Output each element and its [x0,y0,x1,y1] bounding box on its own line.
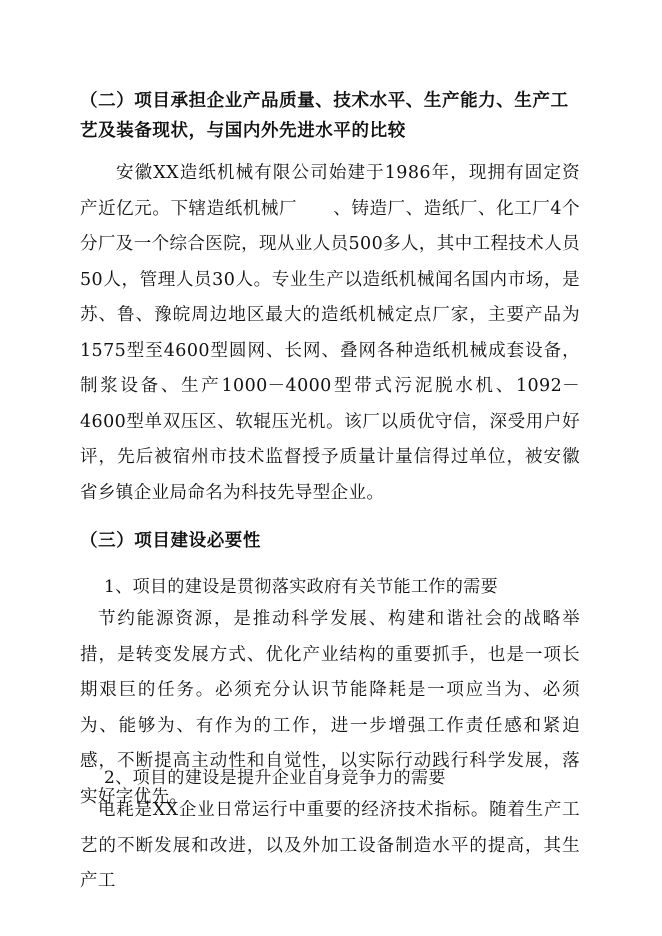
item-2-title: 2、项目的建设是提升企业自身竞争力的需要 [104,768,446,788]
item-1-body: 节约能源资源，是推动科学发展、构建和谐社会的战略举措，是转变发展方式、优化产业结构的重要抓手，也是一项长期艰巨的任务。必须充分认识节能降耗是一项应当为、必须为、能够为、有作为的工作，进一步增强工作责任感和紧迫感，不断提高主动性和自觉性，以实际行动践行科学发展，落实好字优先。 [80,609,580,807]
section-2-body: 安徽XX造纸机械有限公司始建于1986年，现拥有固定资产近亿元。下辖造纸机械厂 、铸造厂、造纸厂、化工厂4个分厂及一个综合医院，现从业人员500多人，其中工程技术人员50人，管理人员30人。专业生产以造纸机械闻名国内市场，是苏、鲁、豫皖周边地区最大的造纸机械定点厂家，主要产品为1575型至4600型圆网、长网、叠网各种造纸机械成套设备，制浆设备、生产1000－4000型带式污泥脱水机、1092－4600型单双压区、软辊压光机。该厂以质优守信，深受用户好评，先后被宿州市技术监督授予质量计量信得过单位，被安徽省乡镇企业局命名为科技先导型企业。 [80,163,580,503]
item-1-title: 1、项目的建设是贯彻落实政府有关节能工作的需要 [104,577,499,597]
section-3-heading: （三）项目建设必要性 [80,531,261,551]
section-2-heading: （二）项目承担企业产品质量、技术水平、生产能力、生产工艺及装备现状，与国内外先进水平的比较 [80,91,569,141]
item-2-body: 电耗是XX企业日常运行中重要的经济技术指标。随着生产工艺的不断发展和改进，以及外加工设备制造水平的提高，其生产工 [80,800,580,891]
